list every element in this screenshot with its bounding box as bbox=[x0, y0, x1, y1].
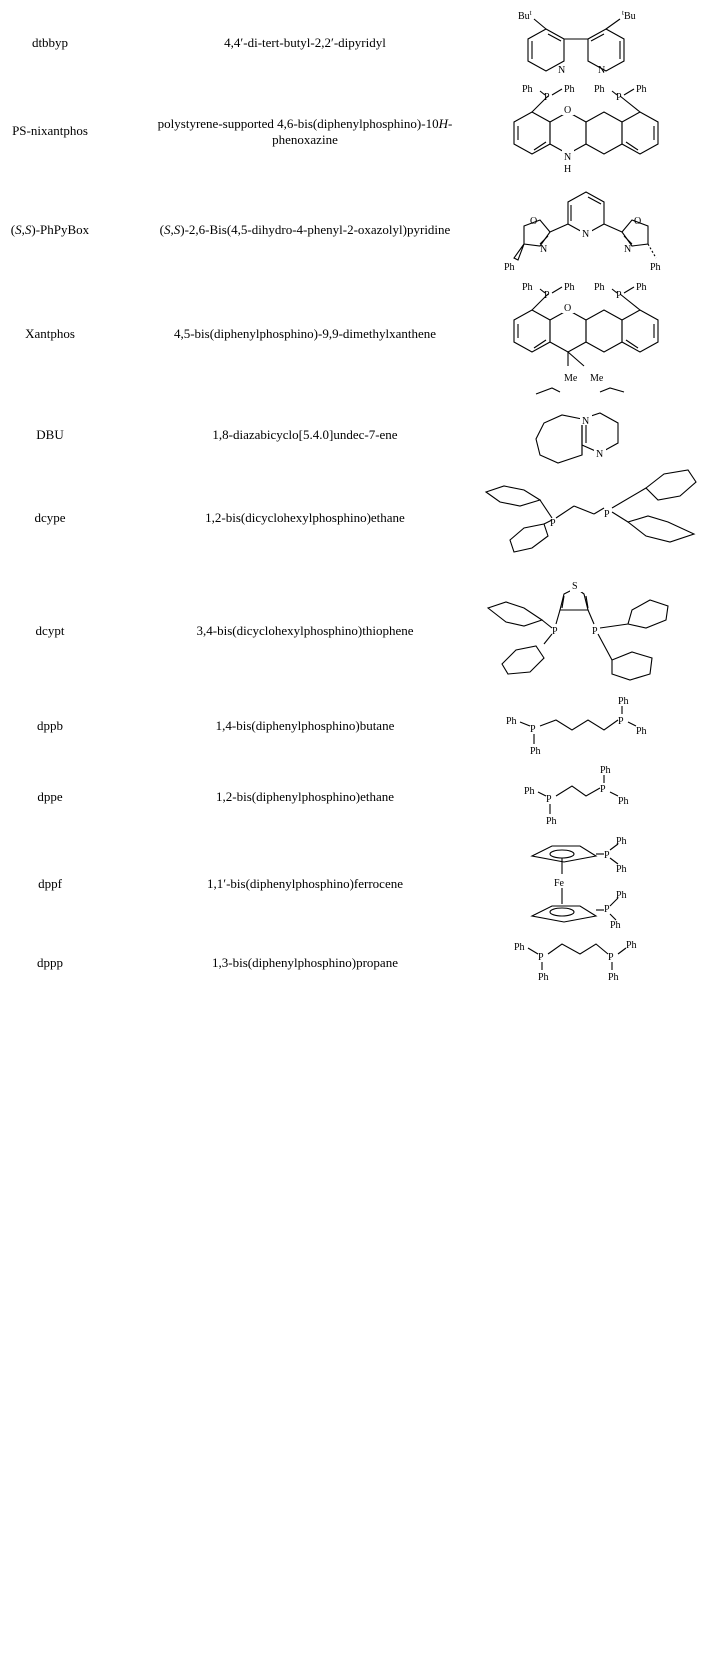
name-dcype: 1,2-bis(dicyclohexylphosphino)ethane bbox=[205, 510, 405, 525]
ph-label: Ph bbox=[506, 716, 517, 727]
p-atom-label: P bbox=[592, 626, 598, 637]
n-atom-label: N bbox=[598, 65, 606, 76]
n-atom-label: N bbox=[564, 152, 572, 163]
ph-label: Ph bbox=[594, 282, 605, 293]
p-atom-label: P bbox=[604, 850, 610, 861]
name-italic-part: S,S bbox=[164, 222, 181, 237]
p-atom-label: P bbox=[616, 92, 622, 103]
p-atom-label: P bbox=[530, 724, 536, 735]
xantphos-structure-drawing bbox=[500, 280, 716, 400]
ph-label: Ph bbox=[522, 282, 533, 293]
structure-dppe bbox=[500, 762, 716, 832]
name-italic-part: H bbox=[438, 116, 448, 131]
ph-label: Ph bbox=[610, 920, 621, 931]
dcype-structure-drawing bbox=[500, 460, 716, 570]
structure-dppp bbox=[500, 932, 716, 992]
name-dppb: 1,4-bis(diphenylphosphino)butane bbox=[215, 718, 395, 733]
p-atom-label: P bbox=[618, 716, 624, 727]
structure-dppb bbox=[500, 690, 716, 760]
dppe-structure-drawing bbox=[500, 762, 716, 832]
h-atom-label: H bbox=[564, 164, 572, 175]
abbr-xantphos: Xantphos bbox=[25, 326, 75, 341]
ph-label: Ph bbox=[636, 726, 647, 737]
dppf-structure-drawing bbox=[500, 832, 716, 932]
ph-label: Ph bbox=[616, 864, 627, 875]
ph-label: Ph bbox=[618, 796, 629, 807]
ph-label: Ph bbox=[538, 972, 549, 983]
ps-nixantphos-structure-drawing bbox=[500, 82, 716, 182]
p-atom-label: P bbox=[616, 290, 622, 301]
abbr-dcypt: dcypt bbox=[35, 623, 65, 638]
dppp-structure-drawing bbox=[500, 932, 716, 992]
abbr-dtbbyp: dtbbyp bbox=[31, 35, 69, 50]
abbr-phpybox bbox=[0, 222, 100, 238]
abbr-dppb: dppb bbox=[37, 718, 63, 733]
structure-dcypt bbox=[500, 572, 716, 692]
tbu-right-label: $^t$Bu bbox=[622, 9, 636, 22]
name-dtbbyp: 4,4′-di-tert-butyl-2,2′-dipyridyl bbox=[224, 35, 386, 50]
ph-label: Ph bbox=[524, 786, 535, 797]
abbr-ps-nixantphos: PS-nixantphos bbox=[12, 123, 88, 138]
name-dbu: 1,8-diazabicyclo[5.4.0]undec-7-ene bbox=[212, 427, 398, 442]
ph-label: Ph bbox=[600, 765, 611, 776]
name-dppp: 1,3-bis(diphenylphosphino)propane bbox=[212, 955, 398, 970]
p-atom-label: P bbox=[544, 92, 550, 103]
name-dcypt: 3,4-bis(dicyclohexylphosphino)thiophene bbox=[196, 623, 414, 638]
ph-label: Ph bbox=[530, 746, 541, 757]
n-atom-label: N bbox=[582, 229, 590, 240]
structure-ps-nixantphos bbox=[500, 82, 716, 182]
name-dppe: 1,2-bis(diphenylphosphino)ethane bbox=[216, 789, 394, 804]
dppb-structure-drawing bbox=[500, 690, 716, 760]
ph-label: Ph bbox=[616, 890, 627, 901]
abbr-dcype: dcype bbox=[34, 510, 66, 525]
o-atom-label: O bbox=[564, 303, 572, 314]
structure-xantphos bbox=[500, 280, 716, 400]
ph-label: Ph bbox=[626, 940, 637, 951]
p-atom-label: P bbox=[608, 952, 614, 963]
ph-label: Ph bbox=[504, 262, 515, 273]
name-dppf: 1,1′-bis(diphenylphosphino)ferrocene bbox=[207, 876, 403, 891]
dcypt-structure-drawing bbox=[500, 572, 716, 692]
n-atom-label: N bbox=[558, 65, 566, 76]
o-atom-label: O bbox=[530, 216, 538, 227]
n-atom-label: N bbox=[596, 449, 604, 460]
ph-label: Ph bbox=[650, 262, 661, 273]
ph-label: Ph bbox=[564, 282, 575, 293]
ph-label: Ph bbox=[618, 696, 629, 707]
p-atom-label: P bbox=[550, 518, 556, 529]
p-atom-label: P bbox=[552, 626, 558, 637]
p-atom-label: P bbox=[538, 952, 544, 963]
name-phpybox bbox=[140, 222, 470, 238]
abbr-italic-part: S,S bbox=[15, 222, 32, 237]
p-atom-label: P bbox=[546, 794, 552, 805]
p-atom-label: P bbox=[600, 784, 606, 795]
ph-label: Ph bbox=[546, 816, 557, 827]
fe-atom-label: Fe bbox=[554, 878, 564, 889]
p-atom-label: P bbox=[544, 290, 550, 301]
phpybox-structure-drawing bbox=[500, 184, 716, 284]
p-atom-label: P bbox=[604, 509, 610, 520]
n-atom-label: N bbox=[624, 244, 632, 255]
ph-label: Ph bbox=[608, 972, 619, 983]
abbr-part: ( bbox=[10, 222, 16, 237]
ph-label: Ph bbox=[522, 84, 533, 95]
name-part: polystyrene-supported 4,6-bis(diphenylphosphino)-10 bbox=[157, 116, 439, 131]
name-part: )-2,6-Bis(4,5-dihydro-4-phenyl-2-oxazolyl)pyridine bbox=[180, 222, 451, 237]
abbr-dppf: dppf bbox=[38, 876, 62, 891]
name-part: ( bbox=[159, 222, 165, 237]
me-label: Me bbox=[564, 373, 578, 384]
abbr-part: )-PhPyBox bbox=[31, 222, 90, 237]
ph-label: Ph bbox=[636, 84, 647, 95]
dtbbyp-structure-drawing bbox=[500, 5, 716, 85]
o-atom-label: O bbox=[634, 216, 642, 227]
structure-phpybox bbox=[500, 184, 716, 284]
structure-dcype bbox=[500, 460, 716, 570]
structure-dppf bbox=[500, 832, 716, 932]
abbr-dbu: DBU bbox=[36, 427, 64, 442]
n-atom-label: N bbox=[540, 244, 548, 255]
me-label: Me bbox=[590, 373, 604, 384]
p-atom-label: P bbox=[604, 904, 610, 915]
structure-dtbbyp bbox=[500, 5, 716, 85]
ph-label: Ph bbox=[636, 282, 647, 293]
ph-label: Ph bbox=[564, 84, 575, 95]
name-xantphos: 4,5-bis(diphenylphosphino)-9,9-dimethylxanthene bbox=[173, 326, 437, 341]
n-atom-label: N bbox=[582, 416, 590, 427]
o-atom-label: O bbox=[564, 105, 572, 116]
abbr-dppe: dppe bbox=[37, 789, 63, 804]
ph-label: Ph bbox=[616, 836, 627, 847]
ph-label: Ph bbox=[594, 84, 605, 95]
s-atom-label: S bbox=[572, 581, 578, 592]
name-part: -phenoxazine bbox=[272, 116, 453, 147]
ph-label: Ph bbox=[514, 942, 525, 953]
abbr-dppp: dppp bbox=[37, 955, 63, 970]
tbu-left-label: Bu$^t$ bbox=[518, 9, 532, 22]
name-ps-nixantphos bbox=[140, 116, 470, 148]
